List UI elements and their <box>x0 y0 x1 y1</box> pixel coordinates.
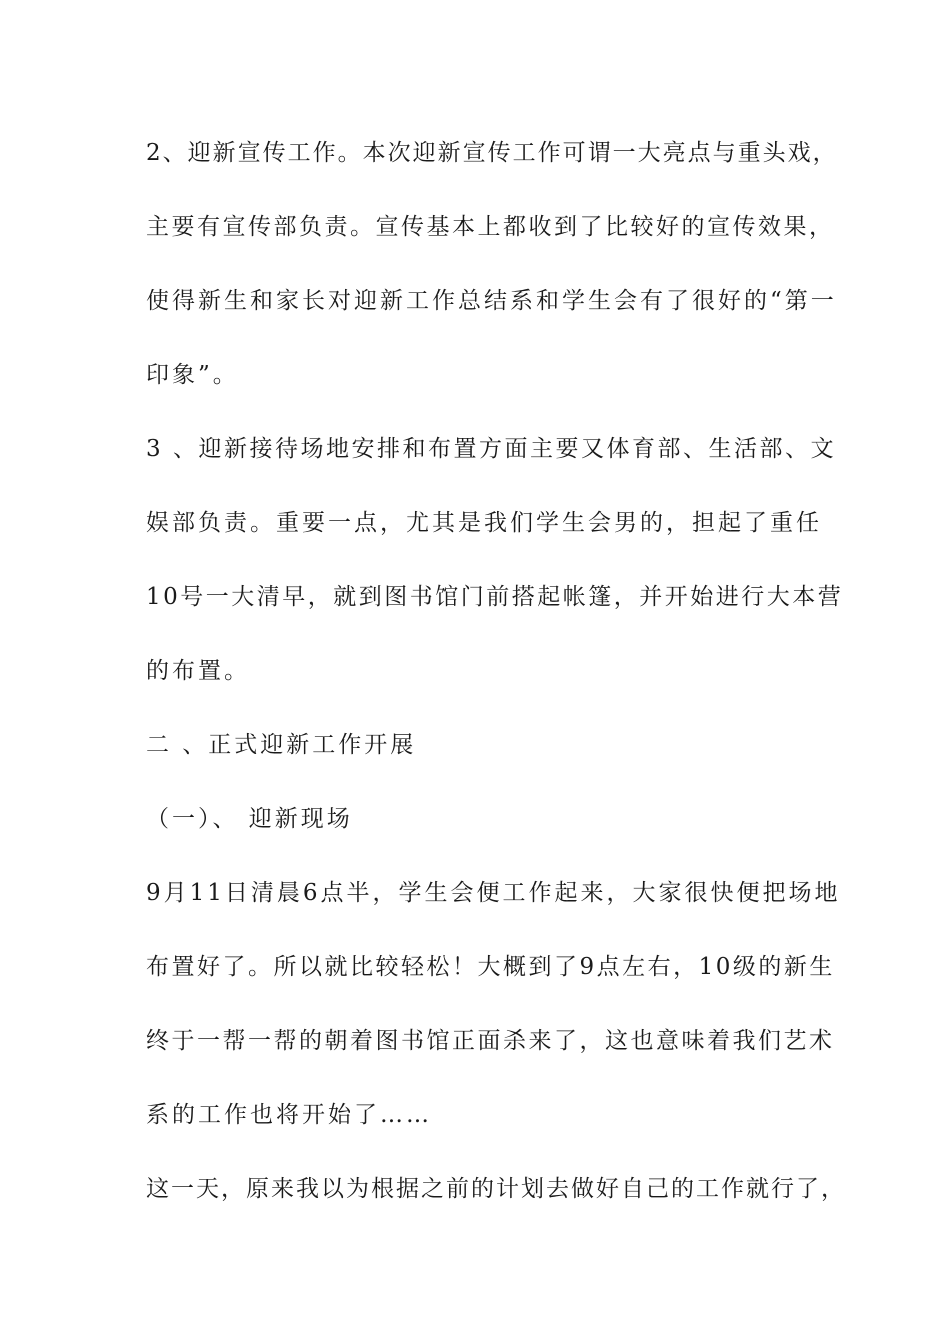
text-line: 印象”。 <box>146 362 239 388</box>
text-line: 终于一帮一帮的朝着图书馆正面杀来了，这也意味着我们艺术 <box>146 1028 835 1054</box>
text-line: 9月11日清晨6点半，学生会便工作起来，大家很快便把场地 <box>146 880 841 906</box>
text-line: 使得新生和家长对迎新工作总结系和学生会有了很好的“第一 <box>146 288 837 314</box>
section-heading: 二 、正式迎新工作开展 <box>146 732 417 758</box>
text-line: 系的工作也将开始了…… <box>146 1102 432 1128</box>
text-line: 2、迎新宣传工作。本次迎新宣传工作可谓一大亮点与重头戏， <box>146 140 838 166</box>
text-line: 这一天，原来我以为根据之前的计划去做好自己的工作就行了， <box>146 1176 846 1202</box>
text-line: 的布置。 <box>146 658 250 684</box>
text-line: 娱部负责。重要一点，尤其是我们学生会男的，担起了重任 <box>146 510 822 536</box>
subsection-heading: （一）、 迎新现场 <box>146 806 353 832</box>
text-line: 主要有宣传部负责。宣传基本上都收到了比较好的宣传效果， <box>146 214 835 240</box>
text-line: 布置好了。所以就比较轻松！大概到了9点左右，10级的新生 <box>146 954 835 980</box>
text-line: 3 、迎新接待场地安排和布置方面主要又体育部、生活部、文 <box>146 436 836 462</box>
text-line: 10号一大清早，就到图书馆门前搭起帐篷，并开始进行大本营 <box>146 584 844 610</box>
